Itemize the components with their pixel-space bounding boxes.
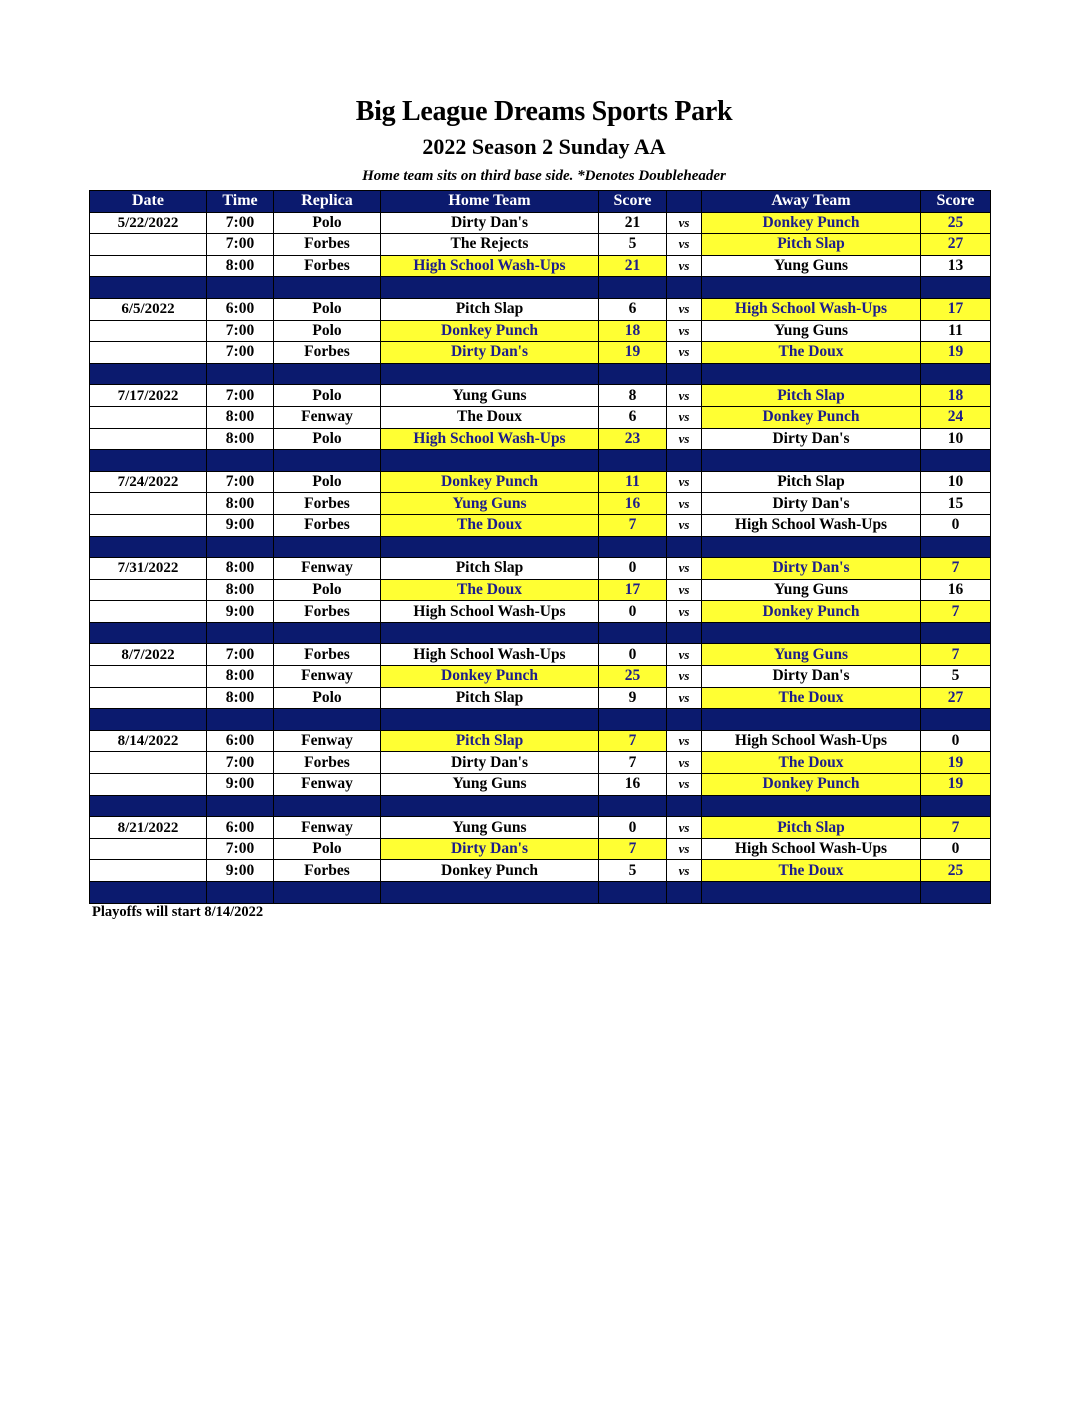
game-replica: Fenway [274, 558, 381, 580]
week-separator [90, 882, 991, 904]
home-score: 0 [599, 601, 667, 623]
game-date: 8/14/2022 [90, 730, 207, 752]
col-replica: Replica [274, 191, 381, 213]
vs-label: vs [667, 471, 702, 493]
game-replica: Polo [274, 298, 381, 320]
game-date: 5/22/2022 [90, 212, 207, 234]
game-row [90, 752, 991, 774]
col-away-score: Score [921, 191, 991, 213]
game-replica: Forbes [274, 601, 381, 623]
game-date-empty [90, 579, 207, 601]
away-team: Dirty Dan's [702, 428, 921, 450]
game-row [90, 687, 991, 709]
game-row [90, 514, 991, 536]
home-score: 7 [599, 730, 667, 752]
away-score: 13 [921, 255, 991, 277]
away-score: 27 [921, 687, 991, 709]
game-replica: Fenway [274, 406, 381, 428]
week-separator [90, 450, 991, 472]
game-date-empty [90, 342, 207, 364]
game-time: 8:00 [207, 493, 274, 515]
game-row [90, 558, 991, 580]
game-date: 8/7/2022 [90, 644, 207, 666]
away-team: Yung Guns [702, 644, 921, 666]
home-team: Yung Guns [381, 385, 599, 407]
away-score: 19 [921, 342, 991, 364]
home-score: 16 [599, 774, 667, 796]
away-score: 18 [921, 385, 991, 407]
home-team: High School Wash-Ups [381, 255, 599, 277]
home-score: 23 [599, 428, 667, 450]
home-team: Dirty Dan's [381, 212, 599, 234]
schedule-table [89, 190, 991, 904]
away-team: Yung Guns [702, 320, 921, 342]
away-team: High School Wash-Ups [702, 514, 921, 536]
game-time: 9:00 [207, 601, 274, 623]
away-team: Donkey Punch [702, 601, 921, 623]
vs-label: vs [667, 558, 702, 580]
game-date: 8/21/2022 [90, 817, 207, 839]
home-team: The Doux [381, 514, 599, 536]
away-team: Donkey Punch [702, 406, 921, 428]
game-date-empty [90, 514, 207, 536]
col-vs [667, 191, 702, 213]
game-time: 8:00 [207, 255, 274, 277]
vs-label: vs [667, 838, 702, 860]
game-row [90, 774, 991, 796]
vs-label: vs [667, 298, 702, 320]
game-replica: Polo [274, 320, 381, 342]
week-separator [90, 363, 991, 385]
home-score: 9 [599, 687, 667, 709]
game-row [90, 234, 991, 256]
game-row [90, 860, 991, 882]
away-team: Dirty Dan's [702, 666, 921, 688]
game-time: 8:00 [207, 579, 274, 601]
away-team: Pitch Slap [702, 471, 921, 493]
game-replica: Forbes [274, 514, 381, 536]
home-score: 7 [599, 514, 667, 536]
home-team: Dirty Dan's [381, 752, 599, 774]
home-team: Donkey Punch [381, 320, 599, 342]
home-team: Pitch Slap [381, 730, 599, 752]
schedule-body [90, 212, 991, 903]
game-time: 7:00 [207, 838, 274, 860]
away-score: 7 [921, 817, 991, 839]
page-title: Big League Dreams Sports Park [355, 96, 733, 127]
away-team: High School Wash-Ups [702, 730, 921, 752]
week-separator [90, 622, 991, 644]
away-team: Dirty Dan's [702, 493, 921, 515]
home-score: 16 [599, 493, 667, 515]
game-date-empty [90, 320, 207, 342]
game-time: 6:00 [207, 730, 274, 752]
away-score: 16 [921, 579, 991, 601]
home-team: Donkey Punch [381, 471, 599, 493]
away-score: 10 [921, 471, 991, 493]
game-time: 8:00 [207, 687, 274, 709]
game-row [90, 644, 991, 666]
home-score: 25 [599, 666, 667, 688]
home-team: Donkey Punch [381, 666, 599, 688]
home-team: Donkey Punch [381, 860, 599, 882]
home-score: 21 [599, 212, 667, 234]
vs-label: vs [667, 342, 702, 364]
game-row [90, 579, 991, 601]
vs-label: vs [667, 579, 702, 601]
away-score: 19 [921, 752, 991, 774]
home-score: 19 [599, 342, 667, 364]
home-team: The Rejects [381, 234, 599, 256]
game-time: 7:00 [207, 342, 274, 364]
col-time: Time [207, 191, 274, 213]
vs-label: vs [667, 687, 702, 709]
game-date-empty [90, 255, 207, 277]
game-replica: Fenway [274, 730, 381, 752]
week-separator [90, 277, 991, 299]
game-row [90, 730, 991, 752]
game-date-empty [90, 601, 207, 623]
vs-label: vs [667, 860, 702, 882]
game-row [90, 385, 991, 407]
game-row [90, 471, 991, 493]
vs-label: vs [667, 234, 702, 256]
col-away-team: Away Team [702, 191, 921, 213]
game-replica: Forbes [274, 644, 381, 666]
game-row [90, 428, 991, 450]
away-team: High School Wash-Ups [702, 838, 921, 860]
away-score: 0 [921, 838, 991, 860]
playoffs-note: Playoffs will start 8/14/2022 [92, 904, 264, 920]
away-score: 5 [921, 666, 991, 688]
game-time: 9:00 [207, 514, 274, 536]
home-team: High School Wash-Ups [381, 601, 599, 623]
game-time: 7:00 [207, 212, 274, 234]
game-replica: Forbes [274, 752, 381, 774]
vs-label: vs [667, 493, 702, 515]
away-score: 0 [921, 730, 991, 752]
home-score: 8 [599, 385, 667, 407]
game-replica: Forbes [274, 860, 381, 882]
game-date-empty [90, 666, 207, 688]
game-date: 7/31/2022 [90, 558, 207, 580]
home-team: Dirty Dan's [381, 342, 599, 364]
game-row [90, 212, 991, 234]
week-separator [90, 795, 991, 817]
game-date-empty [90, 860, 207, 882]
game-replica: Polo [274, 428, 381, 450]
vs-label: vs [667, 255, 702, 277]
game-time: 7:00 [207, 320, 274, 342]
game-time: 9:00 [207, 774, 274, 796]
home-team: High School Wash-Ups [381, 428, 599, 450]
game-date-empty [90, 752, 207, 774]
game-replica: Fenway [274, 666, 381, 688]
game-replica: Forbes [274, 255, 381, 277]
vs-label: vs [667, 406, 702, 428]
vs-label: vs [667, 774, 702, 796]
home-score: 5 [599, 234, 667, 256]
col-home-team: Home Team [381, 191, 599, 213]
game-time: 8:00 [207, 406, 274, 428]
away-score: 15 [921, 493, 991, 515]
away-score: 25 [921, 860, 991, 882]
game-row [90, 320, 991, 342]
home-score: 7 [599, 752, 667, 774]
home-score: 0 [599, 644, 667, 666]
game-replica: Polo [274, 838, 381, 860]
home-team: Dirty Dan's [381, 838, 599, 860]
game-row [90, 493, 991, 515]
away-team: Yung Guns [702, 579, 921, 601]
game-time: 7:00 [207, 752, 274, 774]
home-score: 21 [599, 255, 667, 277]
game-replica: Polo [274, 471, 381, 493]
col-date: Date [90, 191, 207, 213]
home-team: Yung Guns [381, 817, 599, 839]
vs-label: vs [667, 817, 702, 839]
game-replica: Polo [274, 385, 381, 407]
away-score: 25 [921, 212, 991, 234]
game-time: 7:00 [207, 471, 274, 493]
vs-label: vs [667, 514, 702, 536]
away-score: 27 [921, 234, 991, 256]
game-replica: Forbes [274, 234, 381, 256]
game-time: 7:00 [207, 234, 274, 256]
home-score: 0 [599, 817, 667, 839]
home-score: 17 [599, 579, 667, 601]
game-date-empty [90, 234, 207, 256]
game-time: 8:00 [207, 666, 274, 688]
game-time: 8:00 [207, 558, 274, 580]
game-date-empty [90, 838, 207, 860]
game-row [90, 601, 991, 623]
away-score: 17 [921, 298, 991, 320]
game-date: 7/24/2022 [90, 471, 207, 493]
away-team: Yung Guns [702, 255, 921, 277]
game-date-empty [90, 428, 207, 450]
away-team: Donkey Punch [702, 774, 921, 796]
away-team: High School Wash-Ups [702, 298, 921, 320]
away-team: Pitch Slap [702, 385, 921, 407]
game-date-empty [90, 406, 207, 428]
home-team: Pitch Slap [381, 298, 599, 320]
game-replica: Polo [274, 212, 381, 234]
col-home-score: Score [599, 191, 667, 213]
away-score: 11 [921, 320, 991, 342]
game-row [90, 298, 991, 320]
away-team: Pitch Slap [702, 817, 921, 839]
away-team: The Doux [702, 752, 921, 774]
home-team-note: Home team sits on third base side. *Denotes Doubleheader [362, 168, 726, 184]
home-team: High School Wash-Ups [381, 644, 599, 666]
away-team: Donkey Punch [702, 212, 921, 234]
away-team: Pitch Slap [702, 234, 921, 256]
header-row [90, 191, 991, 213]
game-date-empty [90, 493, 207, 515]
away-score: 10 [921, 428, 991, 450]
home-score: 0 [599, 558, 667, 580]
game-date-empty [90, 774, 207, 796]
game-date: 7/17/2022 [90, 385, 207, 407]
game-date: 6/5/2022 [90, 298, 207, 320]
game-replica: Forbes [274, 493, 381, 515]
page-subtitle: 2022 Season 2 Sunday AA [422, 134, 666, 159]
vs-label: vs [667, 666, 702, 688]
game-row [90, 406, 991, 428]
week-separator [90, 709, 991, 731]
home-score: 11 [599, 471, 667, 493]
vs-label: vs [667, 730, 702, 752]
game-replica: Fenway [274, 774, 381, 796]
game-time: 9:00 [207, 860, 274, 882]
game-row [90, 838, 991, 860]
away-score: 19 [921, 774, 991, 796]
vs-label: vs [667, 385, 702, 407]
away-score: 7 [921, 601, 991, 623]
home-team: The Doux [381, 579, 599, 601]
home-score: 18 [599, 320, 667, 342]
home-team: Pitch Slap [381, 558, 599, 580]
game-time: 7:00 [207, 385, 274, 407]
home-score: 6 [599, 298, 667, 320]
home-score: 7 [599, 838, 667, 860]
game-replica: Forbes [274, 342, 381, 364]
home-team: Yung Guns [381, 774, 599, 796]
game-row [90, 817, 991, 839]
away-team: The Doux [702, 860, 921, 882]
home-team: Yung Guns [381, 493, 599, 515]
game-date-empty [90, 687, 207, 709]
home-team: Pitch Slap [381, 687, 599, 709]
vs-label: vs [667, 644, 702, 666]
away-score: 7 [921, 644, 991, 666]
game-time: 6:00 [207, 817, 274, 839]
game-row [90, 255, 991, 277]
game-replica: Polo [274, 687, 381, 709]
away-team: Dirty Dan's [702, 558, 921, 580]
game-row [90, 342, 991, 364]
game-row [90, 666, 991, 688]
home-score: 6 [599, 406, 667, 428]
away-score: 24 [921, 406, 991, 428]
home-score: 5 [599, 860, 667, 882]
game-replica: Polo [274, 579, 381, 601]
week-separator [90, 536, 991, 558]
vs-label: vs [667, 428, 702, 450]
away-team: The Doux [702, 687, 921, 709]
away-score: 7 [921, 558, 991, 580]
game-time: 8:00 [207, 428, 274, 450]
away-team: The Doux [702, 342, 921, 364]
vs-label: vs [667, 601, 702, 623]
game-time: 7:00 [207, 644, 274, 666]
vs-label: vs [667, 320, 702, 342]
vs-label: vs [667, 212, 702, 234]
game-replica: Fenway [274, 817, 381, 839]
away-score: 0 [921, 514, 991, 536]
vs-label: vs [667, 752, 702, 774]
game-time: 6:00 [207, 298, 274, 320]
home-team: The Doux [381, 406, 599, 428]
